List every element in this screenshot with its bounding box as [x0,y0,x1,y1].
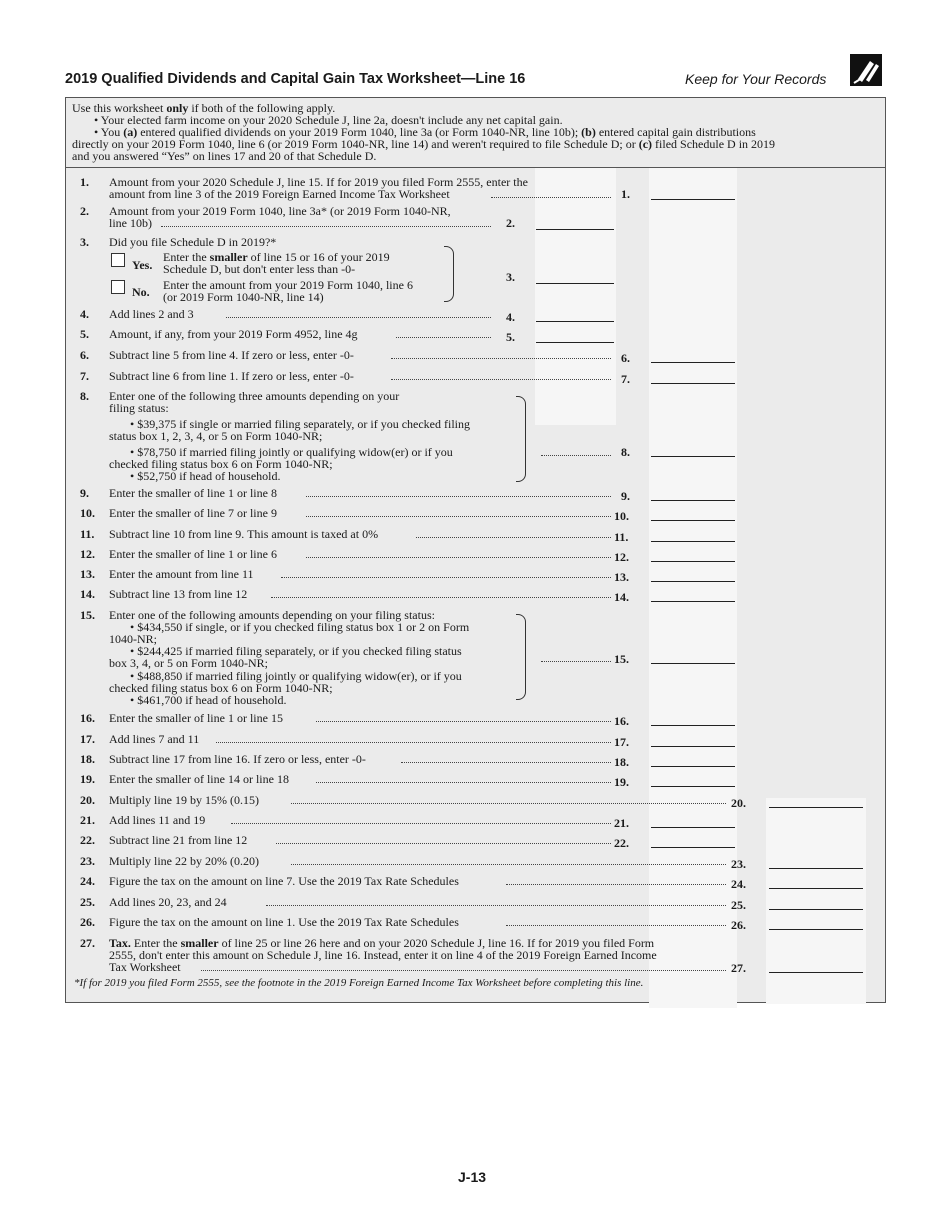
line-8-ref: 8. [621,445,630,459]
line-6-leader [391,358,611,359]
line-6-text: Subtract line 5 from line 4. If zero or less, enter -0- [109,348,354,362]
line-2-answer[interactable] [536,229,614,230]
line-27-text: Tax. Enter the smaller of line 25 or line 26 here and on your 2020 Schedule J, line 16. If for 2019 you filed Form [109,936,655,950]
right-entry-column [649,168,737,1008]
line-1-text-2: amount from line 3 of the 2019 Foreign Earned Income Tax Worksheet [109,187,450,201]
line-19-ref: 19. [614,775,629,789]
line-7-text: Subtract line 6 from line 1. If zero or less, enter -0- [109,369,354,383]
line-27-number: 27. [80,936,95,950]
line-8-bullet-1b: status box 1, 2, 3, 4, or 5 on Form 1040-NR; [109,429,323,443]
line-25-number: 25. [80,895,95,909]
line-11-number: 11. [80,527,95,541]
line-13-text: Enter the amount from line 11 [109,567,254,581]
line-14-ref: 14. [614,590,629,604]
line-7-answer[interactable] [651,383,735,384]
line-20-answer[interactable] [769,807,863,808]
line-8-bullet-1: • $39,375 if single or married filing separately, or if you checked filing [130,417,470,431]
far-right-entry-column [766,798,866,1004]
line-15-ref: 15. [614,652,629,666]
worksheet-title: 2019 Qualified Dividends and Capital Gain Tax Worksheet—Line 16 [65,71,526,87]
line-20-number: 20. [80,793,95,807]
line-3-yes-checkbox[interactable] [111,253,125,267]
line-15-leader [541,661,611,662]
line-1-text: Amount from your 2020 Schedule J, line 15. If for 2019 you filed Form 2555, enter the [109,175,528,189]
line-26-text: Figure the tax on the amount on line 1. Use the 2019 Tax Rate Schedules [109,915,459,929]
line-3-no-checkbox[interactable] [111,280,125,294]
line-15-bullet-2b: box 3, 4, or 5 on Form 1040-NR; [109,656,268,670]
line-25-answer[interactable] [769,909,863,910]
line-1-number: 1. [80,175,89,189]
line-21-ref: 21. [614,816,629,830]
line-21-number: 21. [80,813,95,827]
line-11-answer[interactable] [651,541,735,542]
line-21-answer[interactable] [651,827,735,828]
line-24-text: Figure the tax on the amount on line 7. Use the 2019 Tax Rate Schedules [109,874,459,888]
line-8-text-2: filing status: [109,401,169,415]
line-22-text: Subtract line 21 from line 12 [109,833,248,847]
line-6-ref: 6. [621,351,630,365]
line-16-answer[interactable] [651,725,735,726]
line-26-answer[interactable] [769,929,863,930]
line-12-text: Enter the smaller of line 1 or line 6 [109,547,277,561]
line-15-bullet-3b: checked filing status box 6 on Form 1040-NR; [109,681,333,695]
line-18-ref: 18. [614,755,629,769]
line-18-text: Subtract line 17 from line 16. If zero or less, enter -0- [109,752,366,766]
line-1-leader [491,197,611,198]
line-12-number: 12. [80,547,95,561]
line-5-leader [396,337,491,338]
line-14-number: 14. [80,587,95,601]
line-8-leader [541,455,611,456]
line-13-leader [281,577,611,578]
line-12-ref: 12. [614,550,629,564]
pencil-icon [850,54,882,86]
line-23-leader [291,864,726,865]
line-3-ref: 3. [506,270,515,284]
line-27-text-3: Tax Worksheet [109,960,181,974]
middle-entry-column [535,168,616,425]
line-4-number: 4. [80,307,89,321]
line-5-answer[interactable] [536,342,614,343]
line-1-answer[interactable] [651,199,735,200]
line-10-number: 10. [80,506,95,520]
line-9-ref: 9. [621,489,630,503]
line-13-number: 13. [80,567,95,581]
line-11-text: Subtract line 10 from line 9. This amount is taxed at 0% [109,527,379,541]
line-8-bullet-3: • $52,750 if head of household. [130,469,281,483]
line-18-number: 18. [80,752,95,766]
line-15-bullet-1: • $434,550 if single, or if you checked filing status box 1 or 2 on Form [130,620,470,634]
line-13-answer[interactable] [651,581,735,582]
line-4-ref: 4. [506,310,515,324]
line-15-brace [516,614,526,700]
line-25-leader [266,905,726,906]
line-3-no-text: Enter the amount from your 2019 Form 1040, line 6 [163,278,413,292]
line-14-leader [271,597,611,598]
line-20-leader [291,803,726,804]
line-10-ref: 10. [614,509,629,523]
line-15-answer[interactable] [651,663,735,664]
line-2-text: Amount from your 2019 Form 1040, line 3a* (or 2019 Form 1040-NR, [109,204,451,218]
worksheet-box [65,97,886,1003]
line-22-answer[interactable] [651,847,735,848]
line-5-ref: 5. [506,330,515,344]
line-27-ref: 27. [731,961,746,975]
line-1-ref: 1. [621,187,630,201]
line-4-answer[interactable] [536,321,614,322]
page-number: J-13 [458,1169,487,1185]
line-23-answer[interactable] [769,868,863,869]
line-9-leader [306,496,611,497]
line-19-text: Enter the smaller of line 14 or line 18 [109,772,289,786]
line-15-text: Enter one of the following amounts depending on your filing status: [109,608,435,622]
line-20-text: Multiply line 19 by 15% (0.15) [109,793,259,807]
line-4-text: Add lines 2 and 3 [109,307,194,321]
line-11-leader [416,537,611,538]
line-15-bullet-2: • $244,425 if married filing separately, or if you checked filing status [130,644,462,658]
line-17-answer[interactable] [651,746,735,747]
line-27-leader [201,970,726,971]
line-2-leader [161,226,491,227]
line-14-text: Subtract line 13 from line 12 [109,587,248,601]
line-2-text-2: line 10b) [109,216,152,230]
line-22-leader [276,843,611,844]
line-11-ref: 11. [614,530,629,544]
line-23-text: Multiply line 22 by 20% (0.20) [109,854,259,868]
line-20-ref: 20. [731,796,746,810]
line-18-leader [401,762,611,763]
footnote: *If for 2019 you filed Form 2555, see the footnote in the 2019 Foreign Earned Income Tax Worksheet before completing this line. [74,977,644,989]
line-8-bullet-2b: checked filing status box 6 on Form 1040-NR; [109,457,333,471]
line-8-number: 8. [80,389,89,403]
line-7-ref: 7. [621,372,630,386]
line-5-number: 5. [80,327,89,341]
line-19-number: 19. [80,772,95,786]
line-23-number: 23. [80,854,95,868]
line-16-text: Enter the smaller of line 1 or line 15 [109,711,283,725]
line-15-bullet-4: • $461,700 if head of household. [130,693,287,707]
line-3-text: Did you file Schedule D in 2019?* [109,235,277,249]
line-3-no-label: No. [132,285,150,299]
line-8-answer[interactable] [651,456,735,457]
line-17-number: 17. [80,732,95,746]
line-10-answer[interactable] [651,520,735,521]
line-24-leader [506,884,726,885]
line-24-ref: 24. [731,877,746,891]
line-17-text: Add lines 7 and 11 [109,732,200,746]
line-3-number: 3. [80,235,89,249]
line-10-leader [306,516,611,517]
line-22-number: 22. [80,833,95,847]
line-16-leader [316,721,611,722]
line-17-ref: 17. [614,735,629,749]
line-27-text-2: 2555, don't enter this amount on Schedule J, line 16. Instead, enter it on line 4 of the 2019 Foreign Earned Income [109,948,657,962]
line-26-leader [506,925,726,926]
line-10-text: Enter the smaller of line 7 or line 9 [109,506,277,520]
line-27-answer[interactable] [769,972,863,973]
line-12-leader [306,557,611,558]
line-16-ref: 16. [614,714,629,728]
keep-for-records-label: Keep for Your Records [685,71,827,87]
line-25-ref: 25. [731,898,746,912]
line-15-bullet-1b: 1040-NR; [109,632,157,646]
line-13-ref: 13. [614,570,629,584]
line-2-ref: 2. [506,216,515,230]
line-26-number: 26. [80,915,95,929]
line-3-brace [444,246,454,302]
line-9-number: 9. [80,486,89,500]
line-24-number: 24. [80,874,95,888]
line-19-answer[interactable] [651,786,735,787]
line-7-leader [391,379,611,380]
line-2-number: 2. [80,204,89,218]
line-24-answer[interactable] [769,888,863,889]
line-21-leader [231,823,611,824]
line-6-answer[interactable] [651,362,735,363]
line-14-answer[interactable] [651,601,735,602]
line-8-brace [516,396,526,482]
line-9-answer[interactable] [651,500,735,501]
line-3-yes-text-2: Schedule D, but don't enter less than -0- [163,262,356,276]
line-7-number: 7. [80,369,89,383]
line-3-no-text-2: (or 2019 Form 1040-NR, line 14) [163,290,324,304]
line-25-text: Add lines 20, 23, and 24 [109,895,227,909]
line-3-answer[interactable] [536,283,614,284]
intro-instructions: Use this worksheet only if both of the following apply. • Your elected farm income on your 2020 Schedule J, line 2a, doesn't include any net capital gain. • You (a) entered qualified dividends on your 2019 Form 1040, line 3a (or Form 1040-NR, line 10b); (b) entered capital gain distributions directly on your 2019 Form 1040, line 6 (or 2019 Form 1040-NR, line 14) and weren't required to file Schedule D; or (c) filed Schedule D in 2019 and you answered “Yes” on lines 17 and 20 of that Schedule D. [66,98,885,168]
line-26-ref: 26. [731,918,746,932]
line-17-leader [216,742,611,743]
line-5-text: Amount, if any, from your 2019 Form 4952, line 4g [109,327,358,341]
line-19-leader [316,782,611,783]
line-9-text: Enter the smaller of line 1 or line 8 [109,486,277,500]
line-15-number: 15. [80,608,95,622]
line-15-bullet-3: • $488,850 if married filing jointly or qualifying widow(er), or if you [130,669,462,683]
line-8-bullet-2: • $78,750 if married filing jointly or qualifying widow(er) or if you [130,445,453,459]
line-3-yes-label: Yes. [132,258,153,272]
line-16-number: 16. [80,711,95,725]
line-4-leader [226,317,491,318]
line-12-answer[interactable] [651,561,735,562]
line-3-yes-text: Enter the smaller of line 15 or 16 of your 2019 [163,250,390,264]
line-6-number: 6. [80,348,89,362]
line-21-text: Add lines 11 and 19 [109,813,206,827]
line-23-ref: 23. [731,857,746,871]
line-18-answer[interactable] [651,766,735,767]
line-22-ref: 22. [614,836,629,850]
line-8-text: Enter one of the following three amounts depending on your [109,389,400,403]
